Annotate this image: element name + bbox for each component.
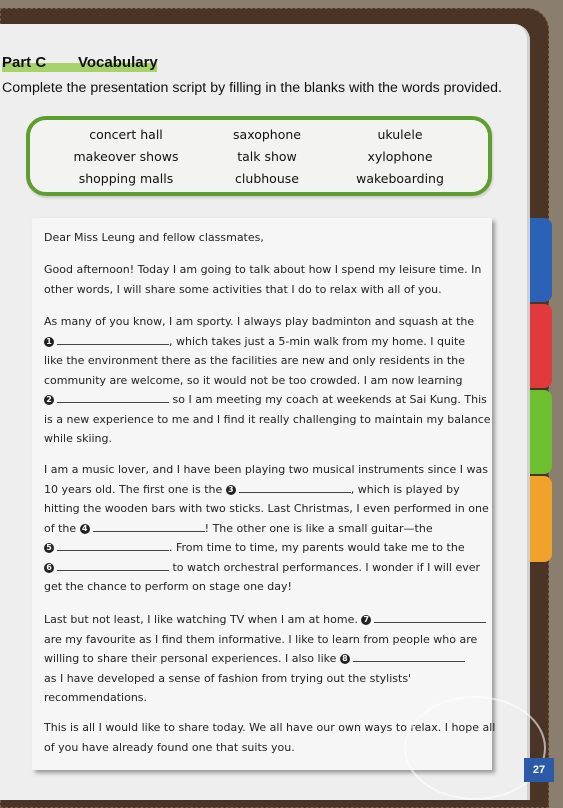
- word-shopping-malls: shopping malls: [78, 171, 174, 186]
- word-clubhouse: clubhouse: [235, 171, 299, 186]
- letter-greeting: Dear Miss Leung and fellow classmates,: [44, 231, 264, 244]
- blank-number-4: 4: [80, 524, 90, 534]
- blank-number-3: 3: [226, 485, 236, 495]
- blank-7[interactable]: [374, 610, 486, 623]
- blank-number-5: 5: [44, 543, 54, 553]
- section-title: Vocabulary: [78, 54, 158, 71]
- part-label: Part C: [2, 54, 47, 71]
- paragraph-5: This is all I would like to share today. We all have our own ways to relax. I hope all of you have already found one that suits you.: [44, 721, 496, 754]
- blank-2[interactable]: [57, 390, 169, 403]
- word-wakeboarding: wakeboarding: [356, 171, 444, 186]
- blank-1[interactable]: [57, 332, 169, 345]
- word-makeover-shows: makeover shows: [73, 149, 179, 164]
- word-xylophone: xylophone: [367, 149, 433, 164]
- section-tab-red[interactable]: [530, 304, 552, 388]
- word-saxophone: saxophone: [233, 127, 301, 142]
- section-tab-green[interactable]: [530, 390, 552, 474]
- word-bank: [26, 116, 492, 196]
- blank-4[interactable]: [93, 519, 205, 532]
- watermark-stamp: [404, 696, 546, 800]
- word-concert-hall: concert hall: [89, 127, 163, 142]
- blank-number-1: 1: [44, 337, 54, 347]
- blank-5[interactable]: [57, 538, 169, 551]
- presentation-script: [32, 218, 496, 770]
- section-tab-orange[interactable]: [530, 476, 552, 562]
- blank-number-6: 6: [44, 563, 54, 573]
- blank-3[interactable]: [239, 480, 351, 493]
- paragraph-3: I am a music lover, and I have been playing two musical instruments since I was 10 years old. The first one is the 3 , which is played by hitting the wooden bars with two sticks. Last Christmas, I even performed in one of the 4 ! The other one is like a small guitar—the 5 . From time to time, my parents would take me to the 6 to watch orchestral performances. I wonder if I will ever get the chance to perform on stage one day!: [44, 463, 489, 593]
- paragraph-1: Good afternoon! Today I am going to talk about how I spend my leisure time. In other words, I will share some activities that I do to relax with all of you.: [44, 263, 482, 296]
- word-ukulele: ukulele: [377, 127, 423, 142]
- paragraph-4: Last but not least, I like watching TV when I am at home. 7 are my favourite as I find them informative. I like to learn from people who are willing to share their personal experiences. I also like 8 as I have developed a sense of fashion from trying out the stylists' recommendations.: [44, 610, 484, 708]
- paragraph-2: As many of you know, I am sporty. I always play badminton and squash at the 1 , which takes just a 5-min walk from my home. I quite like the environment there as the facilities are new and only residents in the community are welcome, so it would not be too crowded. I am now learning 2 so I am meeting my coach at weekends at Sai Kung. This is a new experience to me and I find it really challenging to maintain my balance while skiing.: [44, 315, 491, 445]
- blank-number-2: 2: [44, 395, 54, 405]
- blank-number-7: 7: [361, 615, 371, 625]
- blank-8[interactable]: [353, 649, 465, 662]
- section-tab-blue[interactable]: [530, 218, 552, 302]
- page-number: 27: [524, 758, 554, 782]
- blank-number-8: 8: [340, 654, 350, 664]
- instruction-text: Complete the presentation script by filling in the blanks with the words provided.: [2, 80, 502, 96]
- word-talk-show: talk show: [237, 149, 297, 164]
- blank-6[interactable]: [57, 558, 169, 571]
